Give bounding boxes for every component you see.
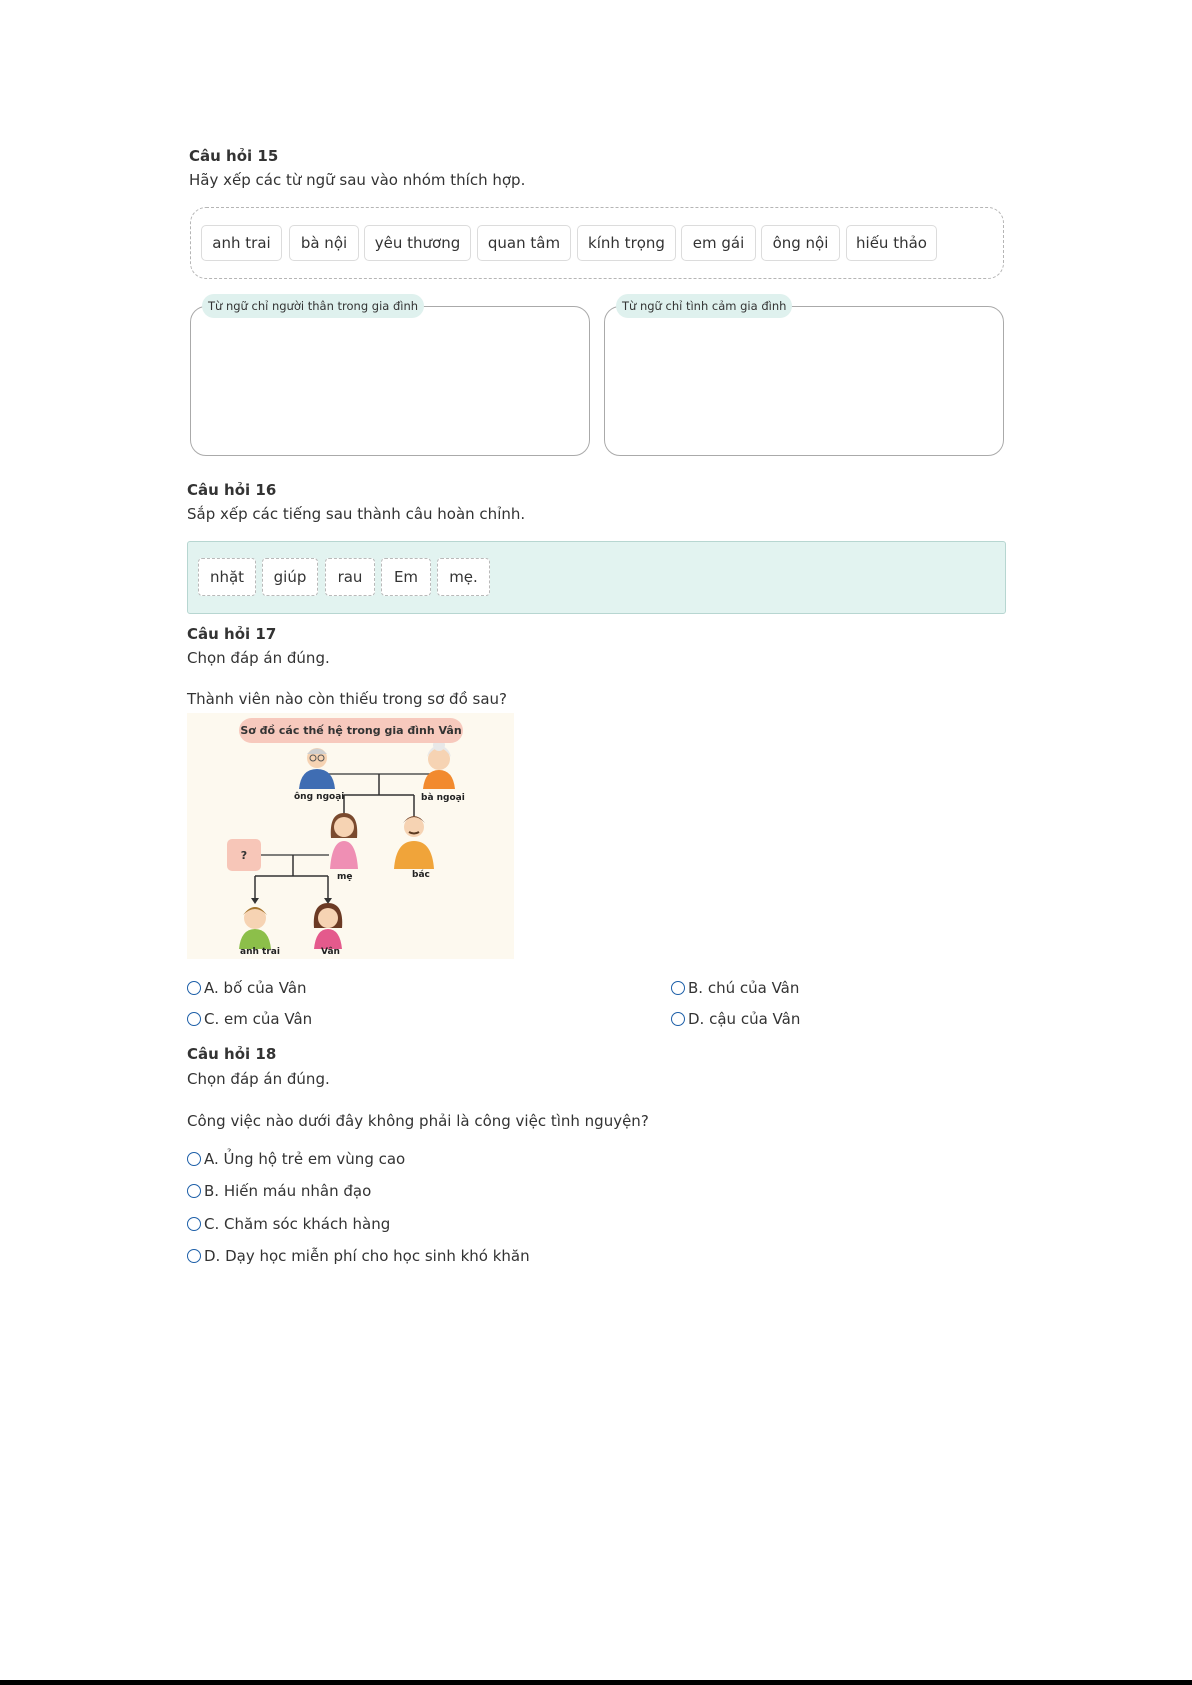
grandmother-icon <box>423 739 455 789</box>
family-tree-lines <box>187 713 514 959</box>
q15-group-label: Từ ngữ chỉ người thân trong gia đình <box>202 294 424 318</box>
figure-label-bac: bác <box>412 870 430 880</box>
family-tree-figure <box>187 713 514 959</box>
q16-word-chip[interactable]: rau <box>325 558 375 596</box>
figure-unknown-member: ? <box>227 839 261 871</box>
q17-instruction: Chọn đáp án đúng. <box>187 649 330 667</box>
q15-word-chip[interactable]: quan tâm <box>477 225 571 261</box>
q15-group-family-feelings[interactable] <box>604 306 1004 456</box>
q15-title: Câu hỏi 15 <box>189 147 279 165</box>
figure-label-van: Vân <box>321 947 340 957</box>
q15-word-chip[interactable]: em gái <box>681 225 756 261</box>
figure-title: Sơ đồ các thế hệ trong gia đình Vân <box>239 718 463 743</box>
q16-title: Câu hỏi 16 <box>187 481 277 499</box>
figure-label-ong-ngoai: ông ngoại <box>294 792 345 802</box>
radio-icon[interactable] <box>187 1217 201 1231</box>
brother-icon <box>239 907 271 949</box>
radio-icon[interactable] <box>187 1152 201 1166</box>
q15-word-chip[interactable]: kính trọng <box>577 225 676 261</box>
q15-word-chip[interactable]: yêu thương <box>364 225 471 261</box>
radio-icon[interactable] <box>187 1184 201 1198</box>
figure-label-me: mẹ <box>337 872 353 882</box>
q16-word-chip[interactable]: Em <box>381 558 431 596</box>
q18-option-d[interactable]: D. Dạy học miễn phí cho học sinh khó khăn <box>187 1247 530 1265</box>
q15-group-label: Từ ngữ chỉ tình cảm gia đình <box>616 294 792 318</box>
radio-icon[interactable] <box>671 1012 685 1026</box>
radio-icon[interactable] <box>187 1012 201 1026</box>
q18-instruction: Chọn đáp án đúng. <box>187 1070 330 1088</box>
q16-word-chip[interactable]: nhặt <box>198 558 256 596</box>
van-icon <box>314 903 342 949</box>
q15-word-chip[interactable]: bà nội <box>289 225 359 261</box>
uncle-icon <box>394 816 434 869</box>
bottom-edge-bar <box>0 1680 1192 1685</box>
q18-option-b[interactable]: B. Hiến máu nhân đạo <box>187 1182 371 1200</box>
q15-word-chip[interactable]: anh trai <box>201 225 282 261</box>
q15-instruction: Hãy xếp các từ ngữ sau vào nhóm thích hợp. <box>189 171 526 189</box>
radio-icon[interactable] <box>187 1249 201 1263</box>
q15-word-bank <box>190 207 1004 279</box>
q17-option-b[interactable]: B. chú của Vân <box>671 979 799 997</box>
q17-option-c[interactable]: C. em của Vân <box>187 1010 312 1028</box>
q17-option-d[interactable]: D. cậu của Vân <box>671 1010 800 1028</box>
q18-question: Công việc nào dưới đây không phải là công việc tình nguyện? <box>187 1112 649 1130</box>
q16-instruction: Sắp xếp các tiếng sau thành câu hoàn chỉnh. <box>187 505 526 523</box>
q18-option-a[interactable]: A. Ủng hộ trẻ em vùng cao <box>187 1150 405 1168</box>
q15-group-family-members[interactable] <box>190 306 590 456</box>
figure-label-ba-ngoai: bà ngoại <box>421 793 465 803</box>
q15-word-chip[interactable]: ông nội <box>761 225 840 261</box>
radio-icon[interactable] <box>671 981 685 995</box>
grandfather-icon <box>299 748 335 789</box>
q16-word-chip[interactable]: giúp <box>262 558 318 596</box>
q18-title: Câu hỏi 18 <box>187 1045 277 1063</box>
q15-word-chip[interactable]: hiếu thảo <box>846 225 937 261</box>
radio-icon[interactable] <box>187 981 201 995</box>
mother-icon <box>330 813 358 869</box>
q17-title: Câu hỏi 17 <box>187 625 277 643</box>
figure-label-anh-trai: anh trai <box>240 947 280 957</box>
q17-question: Thành viên nào còn thiếu trong sơ đồ sau? <box>187 690 507 708</box>
q16-word-chip[interactable]: mẹ. <box>437 558 490 596</box>
q17-option-a[interactable]: A. bố của Vân <box>187 979 307 997</box>
q18-option-c[interactable]: C. Chăm sóc khách hàng <box>187 1215 390 1233</box>
q16-word-bank <box>187 541 1006 614</box>
